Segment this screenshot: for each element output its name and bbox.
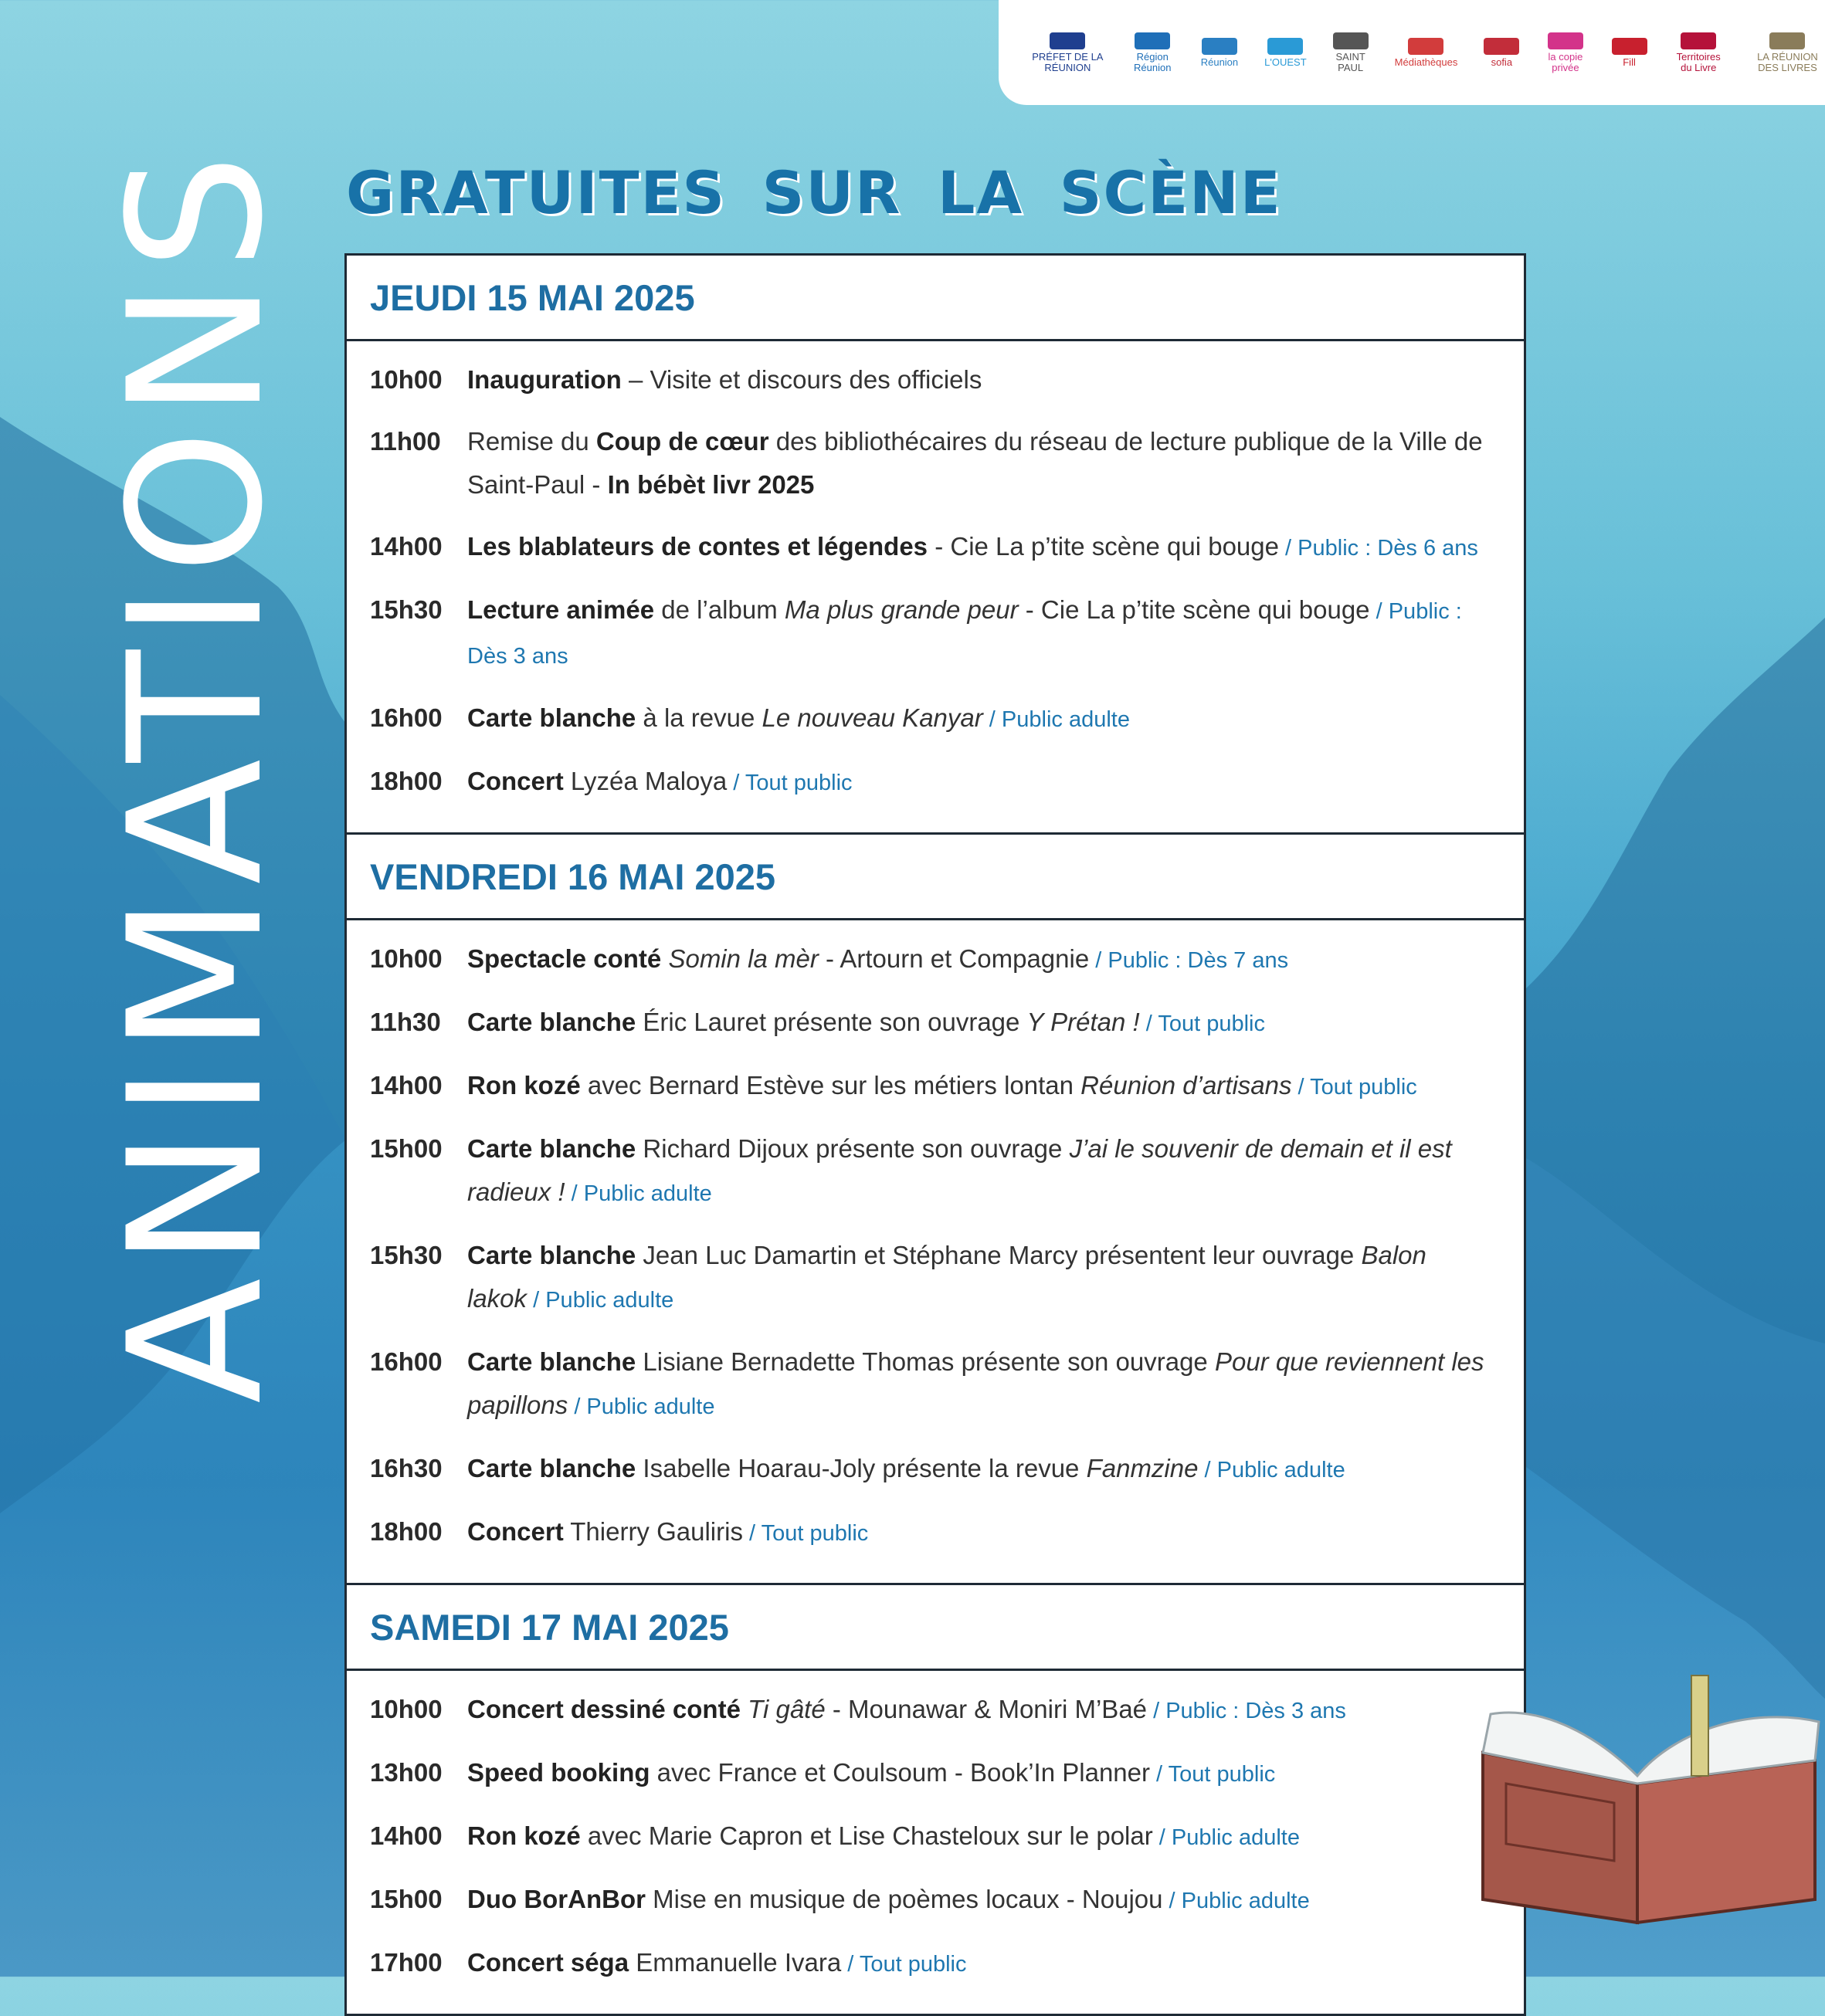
event-text: - Mounawar & Moniri M’Baé [825,1695,1148,1723]
event-highlight: Concert [467,1517,564,1546]
event-highlight: Carte blanche [467,1241,636,1269]
event-time: 11h00 [370,427,441,456]
day-title: SAMEDI 17 MAI 2025 [347,1583,1524,1671]
event-list [347,341,1524,832]
event-work-title: Balon lakok [467,1241,1426,1313]
fill-logo-text: Fill [1623,56,1636,68]
event-time: 14h00 [370,1821,443,1850]
event-time: 18h00 [370,767,443,795]
event-description [467,1340,1493,1428]
event-row [347,588,1524,678]
event-highlight: Ron kozé [467,1821,581,1850]
mediatheques-logo [1395,38,1458,68]
partner-logos-bar [999,0,1825,105]
event-row [347,1234,1524,1322]
event-time: 16h00 [370,1347,443,1376]
fill-logo [1612,38,1647,68]
event-time: 16h30 [370,1454,443,1482]
event-audience: / Tout public [1139,1011,1265,1036]
departement-reunion-logo [1201,38,1238,68]
event-description [467,420,1493,507]
event-row [347,760,1524,805]
event-time: 18h00 [370,1517,443,1546]
event-audience: / Public : Dès 3 ans [1147,1699,1346,1723]
event-text: Lyzéa Maloya [563,767,728,795]
event-row [347,358,1524,402]
event-audience: / Public adulte [1162,1889,1310,1913]
event-audience: / Public adulte [527,1288,674,1313]
event-row [347,1814,1524,1859]
event-description [467,1234,1493,1322]
event-row [347,1751,1524,1796]
event-description [467,937,1493,982]
event-row [347,1447,1524,1492]
sofia-logo-text: sofia [1491,56,1513,68]
event-highlight: Lecture animée [467,595,655,624]
event-text: - Cie La p’tite scène qui bouge [1018,595,1370,624]
ouest-logo [1264,38,1307,68]
event-audience: / Public : Dès 7 ans [1089,948,1289,973]
copie-privee-logo [1545,32,1585,73]
event-text: – Visite et discours des officiels [621,365,982,394]
event-highlight: Spectacle conté [467,944,662,973]
event-text: - Artourn et Compagnie [818,944,1090,973]
event-row [347,1510,1524,1555]
event-highlight: Carte blanche [467,1454,636,1482]
event-highlight: Carte blanche [467,1347,636,1376]
prefet-logo-mark [1050,32,1085,49]
event-description [467,1941,1493,1986]
event-highlight: Concert dessiné conté [467,1695,741,1723]
event-time: 16h00 [370,703,443,732]
event-work-title: Ti gâté [748,1695,826,1723]
day-title: VENDREDI 16 MAI 2025 [347,832,1524,920]
event-time: 11h30 [370,1008,441,1036]
event-time: 15h30 [370,595,443,624]
event-row [347,1064,1524,1109]
copie-privee-logo-text: la copie privée [1548,50,1583,73]
event-row [347,1688,1524,1733]
event-description [467,1688,1493,1733]
event-time: 15h00 [370,1134,443,1163]
prefet-logo [1031,32,1104,73]
ouest-logo-mark [1267,38,1303,55]
day-block [347,256,1524,832]
event-highlight: Inauguration [467,365,622,394]
event-highlight: Concert [467,767,564,795]
event-time: 15h00 [370,1885,443,1913]
event-work-title: Fanmzine [1086,1454,1199,1482]
event-row [347,696,1524,741]
region-reunion-logo [1131,32,1175,73]
event-audience: / Tout public [1291,1075,1417,1099]
event-audience: / Public adulte [1152,1825,1300,1850]
sofia-logo [1484,38,1519,68]
event-description [467,1447,1493,1492]
event-text: avec Bernard Estève sur les métiers lontan [580,1071,1081,1099]
event-text: Richard Dijoux présente son ouvrage [636,1134,1070,1163]
event-description [467,1751,1493,1796]
event-text: avec Marie Capron et Lise Chasteloux sur le polar [580,1821,1153,1850]
event-audience: / Public adulte [982,707,1130,732]
event-row [347,1001,1524,1045]
event-time: 15h30 [370,1241,443,1269]
event-highlight: Ron kozé [467,1071,581,1099]
event-text: avec France et Coulsoum - Book’In Planner [650,1758,1150,1787]
event-text: de l’album [654,595,785,624]
event-audience: / Public : Dès 3 ans [467,599,1462,669]
event-work-title: Le nouveau Kanyar [762,703,983,732]
fill-logo-mark [1612,38,1647,55]
event-description [467,1064,1493,1109]
event-row [347,937,1524,982]
region-reunion-logo-mark [1135,32,1170,49]
mediatheques-logo-mark [1408,38,1443,55]
open-book-illustration [1475,1668,1825,1930]
event-description [467,1001,1493,1045]
saint-paul-logo-mark [1333,32,1369,49]
event-description [467,525,1493,570]
event-time: 14h00 [370,532,443,561]
event-description [467,1878,1493,1923]
event-description [467,1510,1493,1555]
event-audience: / Tout public [841,1952,967,1977]
program-schedule [344,253,1526,2016]
event-audience: / Public adulte [565,1181,712,1206]
event-work-title: J’ai le souvenir de demain et il est radieux ! [467,1134,1452,1206]
event-time: 17h00 [370,1948,443,1977]
reunion-des-livres-logo [1750,32,1825,73]
departement-reunion-logo-text: Réunion [1200,56,1239,68]
animations-vertical-title: ANIMATIONS [90,143,304,1404]
event-list [347,920,1524,1583]
territoires-du-livre-logo-mark [1681,32,1716,49]
event-text: Remise du [467,427,596,456]
reunion-des-livres-logo-mark [1769,32,1805,49]
event-description [467,1814,1493,1859]
event-highlight: Carte blanche [467,703,636,732]
ouest-logo-text: L'OUEST [1264,56,1307,68]
event-time: 13h00 [370,1758,443,1787]
event-text: Jean Luc Damartin et Stéphane Marcy présentent leur ouvrage [636,1241,1362,1269]
territoires-du-livre-logo [1674,32,1724,73]
event-row [347,420,1524,507]
saint-paul-logo [1333,32,1369,73]
departement-reunion-logo-mark [1202,38,1237,55]
day-block [347,832,1524,1583]
event-highlight: Carte blanche [467,1134,636,1163]
event-text: Mise en musique de poèmes locaux - Noujou [645,1885,1163,1913]
event-work-title: Ma plus grande peur [784,595,1019,624]
reunion-des-livres-logo-text: LA RÉUNION DES LIVRES [1757,50,1818,73]
event-row [347,1878,1524,1923]
event-row [347,1127,1524,1215]
sofia-logo-mark [1484,38,1519,55]
event-time: 10h00 [370,944,443,973]
event-row [347,1941,1524,1986]
event-highlight: Coup de cœur [595,427,769,456]
event-description [467,1127,1493,1215]
event-text [741,1695,748,1723]
event-text: Éric Lauret présente son ouvrage [636,1008,1027,1036]
event-time: 10h00 [370,365,443,394]
saint-paul-logo-text: SAINT PAUL [1335,50,1365,73]
event-text: Lisiane Bernadette Thomas présente son ouvrage [636,1347,1215,1376]
event-row [347,525,1524,570]
day-title: JEUDI 15 MAI 2025 [347,256,1524,341]
event-work-title: Somin la mèr [668,944,819,973]
event-highlight: Les blablateurs de contes et légendes [467,532,928,561]
page-subtitle: GRATUITES SUR LA SCÈNE [346,158,1282,227]
event-work-title: Réunion d’artisans [1080,1071,1292,1099]
event-audience: / Tout public [742,1521,869,1546]
event-text: Isabelle Hoarau-Joly présente la revue [636,1454,1087,1482]
event-text: - Cie La p’tite scène qui bouge [928,532,1279,561]
event-highlight: In bébèt livr 2025 [607,470,815,499]
event-list [347,1671,1524,2014]
event-time: 10h00 [370,1695,443,1723]
event-row [347,1340,1524,1428]
event-audience: / Public : Dès 6 ans [1279,536,1478,561]
event-audience: / Tout public [1150,1762,1276,1787]
region-reunion-logo-text: Région Réunion [1134,50,1172,73]
event-text: à la revue [636,703,762,732]
event-work-title: Pour que reviennent les papillons [467,1347,1484,1419]
event-audience: / Public adulte [568,1394,715,1419]
event-audience: / Public adulte [1198,1458,1345,1482]
event-time: 14h00 [370,1071,443,1099]
mediatheques-logo-text: Médiathèques [1394,56,1458,68]
event-work-title: Y Prétan ! [1026,1008,1140,1036]
event-highlight: Concert séga [467,1948,629,1977]
event-description [467,588,1493,678]
event-description [467,358,1493,402]
event-text: Emmanuelle Ivara [629,1948,842,1977]
event-highlight: Duo BorAnBor [467,1885,646,1913]
event-highlight: Speed booking [467,1758,650,1787]
prefet-logo-text: PRÉFET DE LA RÉUNION [1032,50,1104,73]
copie-privee-logo-mark [1548,32,1583,49]
event-text: Thierry Gauliris [563,1517,743,1546]
event-description [467,696,1493,741]
day-block [347,1583,1524,2014]
event-description [467,760,1493,805]
event-highlight: Carte blanche [467,1008,636,1036]
event-text: des bibliothécaires du réseau de lecture publique de la Ville de Saint-Paul - [467,427,1483,499]
territoires-du-livre-logo-text: Territoires du Livre [1676,50,1721,73]
event-audience: / Tout public [727,771,853,795]
